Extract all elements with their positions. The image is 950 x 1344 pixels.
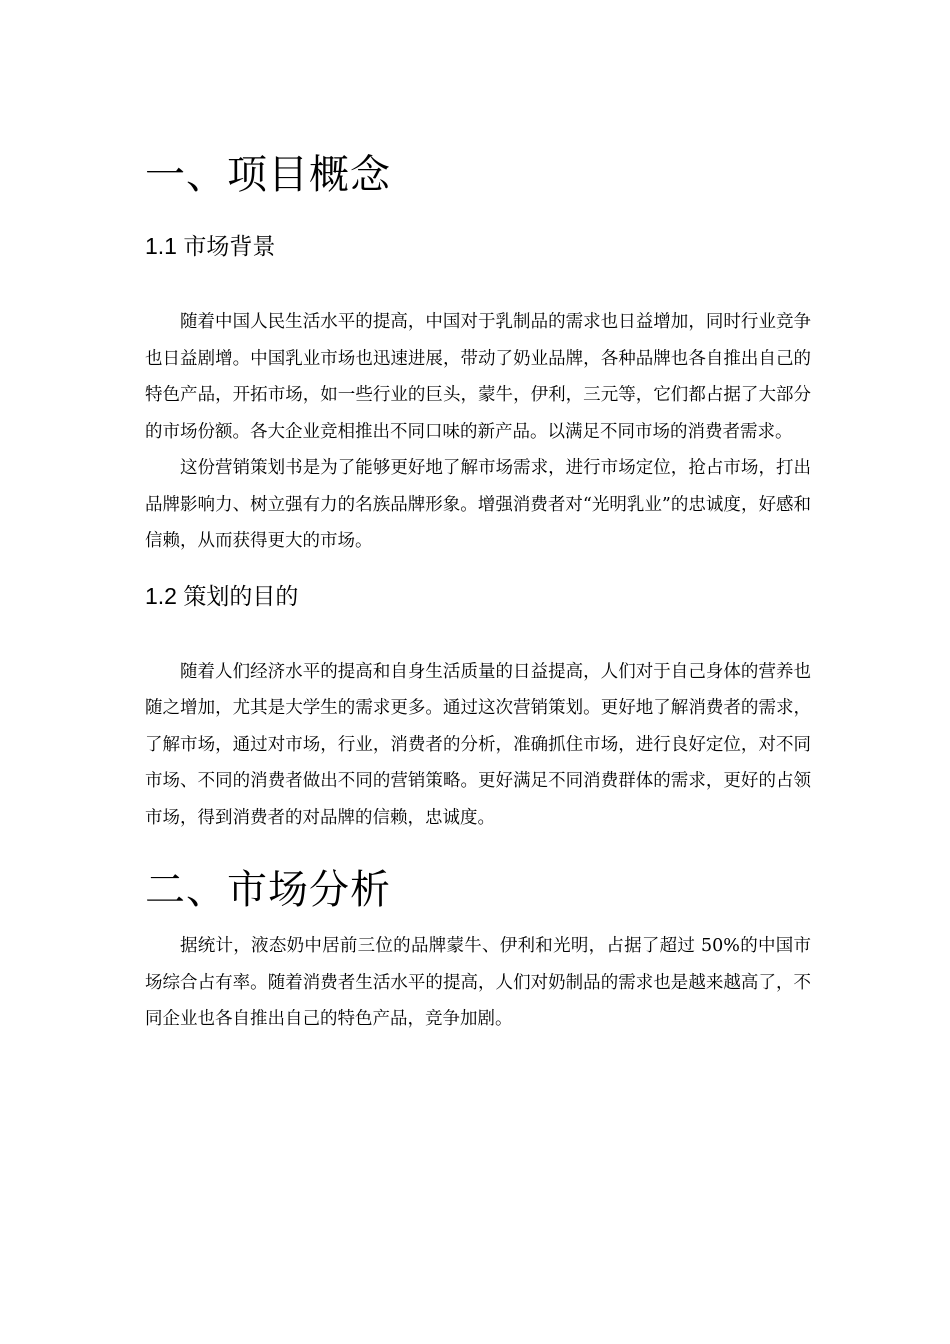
subsection-heading-market-background: 1.1 市场背景 bbox=[145, 233, 276, 259]
section-heading-project-concept: 一、项目概念 bbox=[145, 152, 391, 198]
document-body bbox=[145, 145, 811, 1038]
paragraph-market-background-1: 随着中国人民生活水平的提高，中国对于乳制品的需求也日益增加，同时行业竞争也日益剧增。中国乳业市场也迅速进展，带动了奶业品牌，各种品牌也各自推出自己的特色产品，开拓市场，如一些行业的巨头，蒙牛，伊利，三元等，它们都占据了大部分的市场份额。各大企业竞相推出不同口味的新产品。以满足不同市场的消费者需求。 bbox=[145, 312, 811, 442]
section-heading-market-analysis: 二、市场分析 bbox=[145, 867, 391, 913]
paragraph-market-background-2: 这份营销策划书是为了能够更好地了解市场需求，进行市场定位，抢占市场，打出品牌影响力、树立强有力的名族品牌形象。增强消费者对“光明乳业”的忠诚度，好感和信赖，从而获得更大的市场。 bbox=[145, 458, 811, 551]
subsection-heading-planning-purpose: 1.2 策划的目的 bbox=[145, 582, 299, 609]
paragraph-planning-purpose: 随着人们经济水平的提高和自身生活质量的日益提高，人们对于自己身体的营养也随之增加，尤其是大学生的需求更多。通过这次营销策划。更好地了解消费者的需求，了解市场，通过对市场，行业，消费者的分析，准确抓住市场，进行良好定位，对不同市场、不同的消费者做出不同的营销策略。更好满足不同消费群体的需求，更好的占领市场，得到消费者的对品牌的信赖，忠诚度。 bbox=[145, 661, 811, 828]
paragraph-market-analysis: 据统计，液态奶中居前三位的品牌蒙牛、伊利和光明，占据了超过 50%的中国市场综合占有率。随着消费者生活水平的提高，人们对奶制品的需求也是越来越高了，不同企业也各自推出自己的特色产品，竞争加剧。 bbox=[145, 936, 811, 1029]
